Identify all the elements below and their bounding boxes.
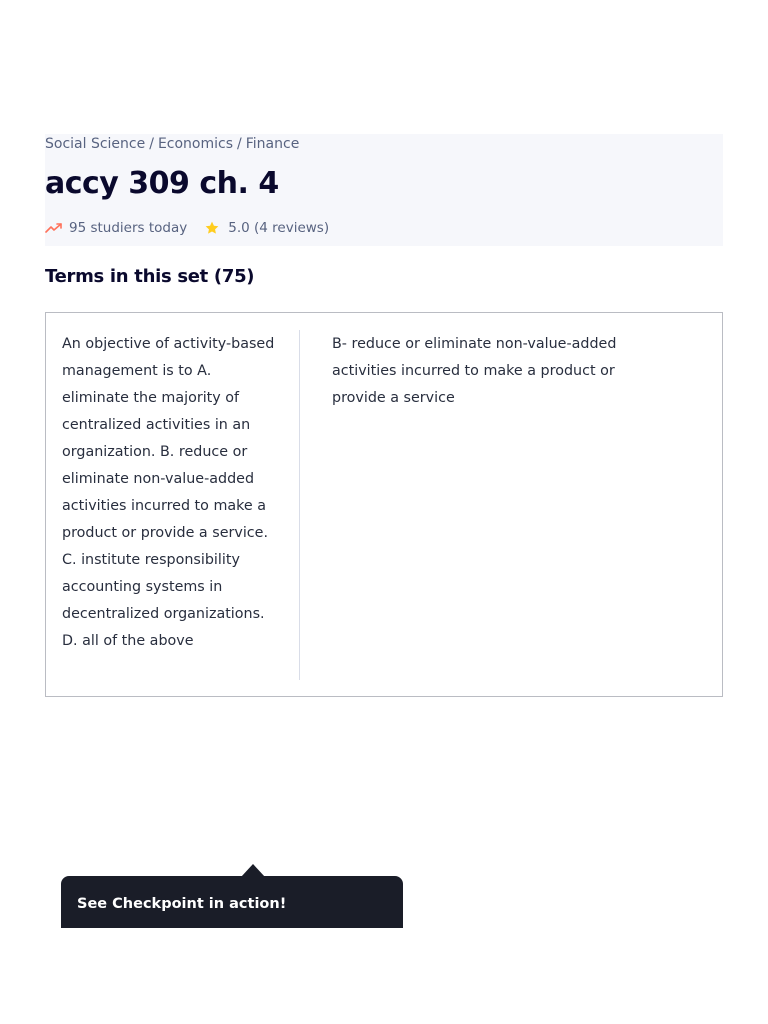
trending-up-icon [45,222,63,234]
term-card [45,312,723,697]
breadcrumb-finance[interactable]: Finance [245,136,300,152]
studiers-count: 95 studiers today [69,220,188,236]
breadcrumb-social-science[interactable]: Social Science [45,136,146,152]
set-stats [45,220,329,236]
star-icon [204,220,220,236]
page-title: accy 309 ch. 4 [45,166,279,201]
terms-heading: Terms in this set (75) [45,266,255,287]
breadcrumb-separator: / [237,136,242,152]
term-text: An objective of activity-based management is to A. eliminate the majority of centralized activities in an organization. B. reduce or eliminate non-value-added activities incurred to make a product or provide a service. C. institute responsibility accounting systems in decentralized organizations. D. all of the above [62,336,275,649]
tooltip-title: See Checkpoint in action! [77,896,287,912]
definition-text: B- reduce or eliminate non-value-added activities incurred to make a product or provide a service [332,336,617,406]
breadcrumb-separator: / [149,136,154,152]
checkpoint-tooltip[interactable] [61,876,403,928]
breadcrumb [45,136,299,152]
breadcrumb-economics[interactable]: Economics [157,136,234,152]
term-definition-divider [299,330,300,680]
tooltip-arrow [241,864,265,877]
rating-reviews[interactable]: 5.0 (4 reviews) [228,220,330,236]
